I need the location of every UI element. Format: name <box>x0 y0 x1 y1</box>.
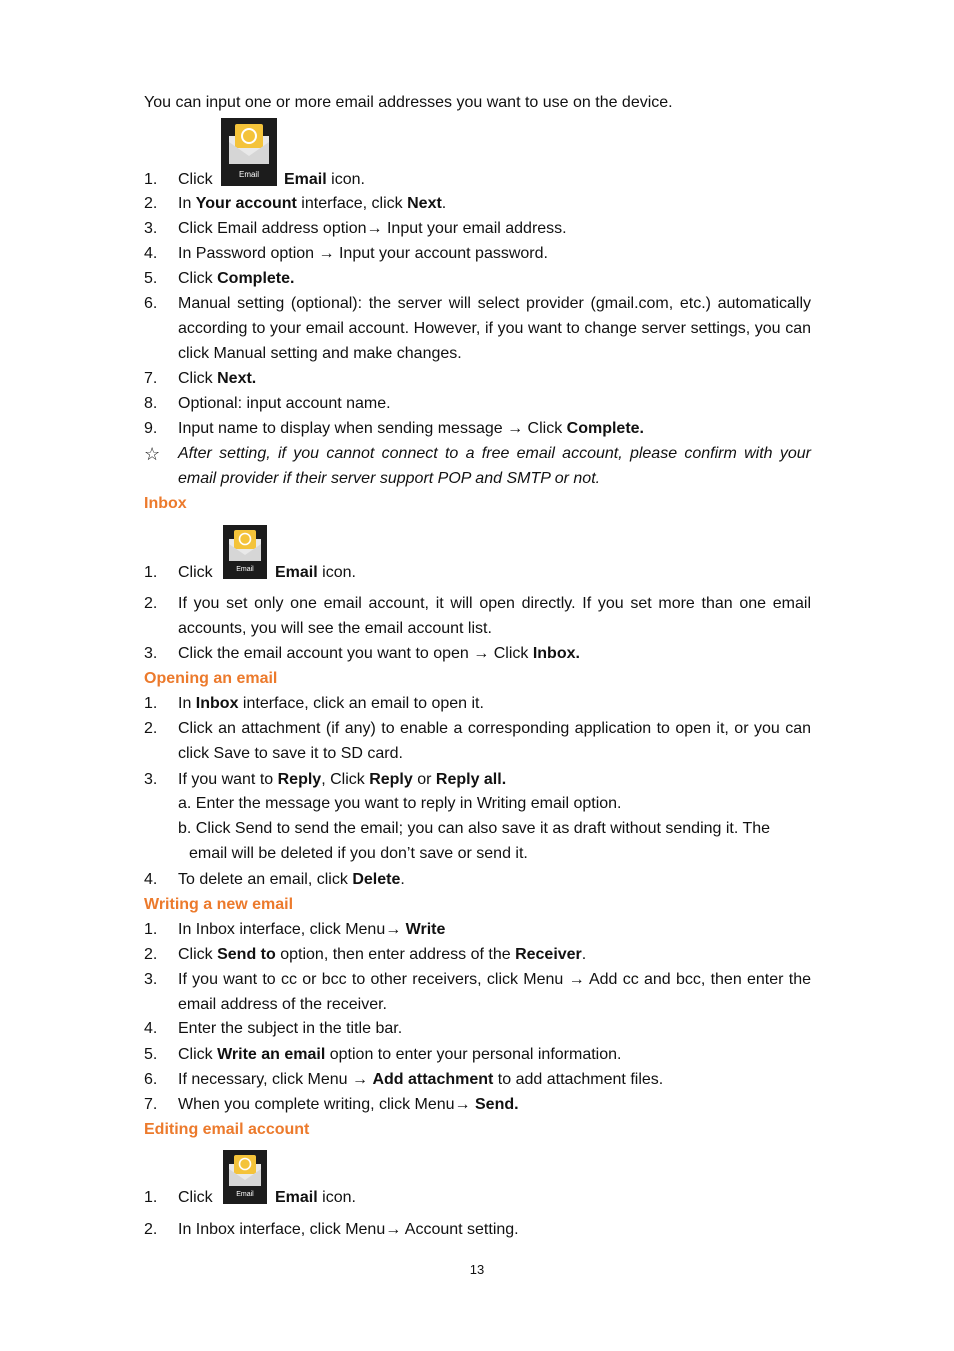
icon-label: Email <box>236 566 254 573</box>
list-item-text: If you set only one email account, it will open directly. If you set more than one email accounts, you will see the email account list. <box>178 595 811 637</box>
list-number: 7. <box>144 370 158 387</box>
list-item-text: Click Next. <box>178 370 257 387</box>
page-number: 13 <box>469 1262 485 1277</box>
star-icon: ☆ <box>144 444 161 464</box>
section-heading-editing: Editing email account <box>144 1121 310 1138</box>
list-number: 4. <box>144 871 158 888</box>
envelope-icon <box>223 1150 267 1192</box>
list-item-text: In Inbox interface, click Menu→ Write <box>178 921 446 938</box>
envelope-icon <box>221 118 277 170</box>
list-number: 6. <box>144 1071 158 1088</box>
list-item-text: If you want to cc or bcc to other receivers, click Menu → Add cc and bcc, then enter the email address of the receiver. <box>178 971 811 1013</box>
sub-item-text: b. Click Send to send the email; you can also save it as draft without sending it. The email will be deleted if you don’t save or send it. <box>178 820 771 862</box>
email-app-icon <box>221 118 277 186</box>
sub-item-text: a. Enter the message you want to reply in Writing email option. <box>178 795 622 812</box>
list-number: 6. <box>144 295 158 312</box>
note-text: After setting, if you cannot connect to a free email account, please confirm with your email provider if their server support POP and SMTP or not. <box>178 445 811 487</box>
envelope-icon <box>223 525 267 567</box>
list-item-text: In Password option → Input your account password. <box>178 245 548 262</box>
list-item-text: To delete an email, click Delete. <box>178 871 405 888</box>
list-item-text: If necessary, click Menu → Add attachment to add attachment files. <box>178 1071 664 1088</box>
list-item-text: Click <box>178 171 213 188</box>
section-heading-opening: Opening an email <box>144 670 278 687</box>
list-item-text: In Your account interface, click Next. <box>178 195 447 212</box>
list-number: 9. <box>144 420 158 437</box>
list-number: 3. <box>144 771 158 788</box>
icon-label: Email <box>238 170 259 179</box>
list-item-text: Input name to display when sending message → Click Complete. <box>178 420 644 437</box>
list-item-text: Click the email account you want to open → Click Inbox. <box>178 645 580 662</box>
list-item-text: Click Send to option, then enter address of the Receiver. <box>178 946 587 963</box>
section-heading-inbox: Inbox <box>144 495 187 512</box>
list-number: 2. <box>144 1221 158 1238</box>
list-item-text: In Inbox interface, click an email to open it. <box>178 695 484 712</box>
icon-label: Email <box>236 1191 254 1198</box>
list-item-text: Click an attachment (if any) to enable a corresponding application to open it, or you can click Save to save it to SD card. <box>178 720 811 762</box>
list-item-text: Click Email address option→ Input your email address. <box>178 220 567 237</box>
list-number: 2. <box>144 595 158 612</box>
list-item-text: Email icon. <box>275 1189 356 1206</box>
list-number: 3. <box>144 971 158 988</box>
list-number: 2. <box>144 720 158 737</box>
list-number: 1. <box>144 1189 158 1206</box>
list-number: 1. <box>144 921 158 938</box>
list-number: 5. <box>144 270 158 287</box>
list-number: 2. <box>144 946 158 963</box>
list-number: 4. <box>144 245 158 262</box>
list-item-text: Optional: input account name. <box>178 395 391 412</box>
list-item-text: When you complete writing, click Menu→ Send. <box>178 1096 519 1113</box>
list-number: 5. <box>144 1046 158 1063</box>
list-number: 1. <box>144 171 158 188</box>
list-number: 4. <box>144 1020 158 1037</box>
list-number: 3. <box>144 645 158 662</box>
list-item-text: In Inbox interface, click Menu→ Account setting. <box>178 1221 519 1238</box>
email-app-icon <box>223 525 267 579</box>
list-number: 2. <box>144 195 158 212</box>
list-number: 7. <box>144 1096 158 1113</box>
list-item-text: Enter the subject in the title bar. <box>178 1020 403 1037</box>
list-item-text: Click Write an email option to enter your personal information. <box>178 1046 622 1063</box>
list-item-text: Email icon. <box>275 564 356 581</box>
list-number: 8. <box>144 395 158 412</box>
intro-text: You can input one or more email addresses you want to use on the device. <box>144 94 673 111</box>
list-item-text: Click <box>178 1189 213 1206</box>
list-number: 1. <box>144 695 158 712</box>
list-item-text: Email icon. <box>284 171 365 188</box>
list-item-text: Click Complete. <box>178 270 295 287</box>
list-number: 1. <box>144 564 158 581</box>
list-item-text: Manual setting (optional): the server will select provider (gmail.com, etc.) automatically according to your email account. However, if you want to change server settings, you can click Manual setting and make changes. <box>178 295 811 362</box>
list-item-text: Click <box>178 564 213 581</box>
section-heading-writing: Writing a new email <box>144 896 294 913</box>
list-item-text: If you want to Reply, Click Reply or Reply all. <box>178 771 507 788</box>
list-number: 3. <box>144 220 158 237</box>
email-app-icon <box>223 1150 267 1204</box>
